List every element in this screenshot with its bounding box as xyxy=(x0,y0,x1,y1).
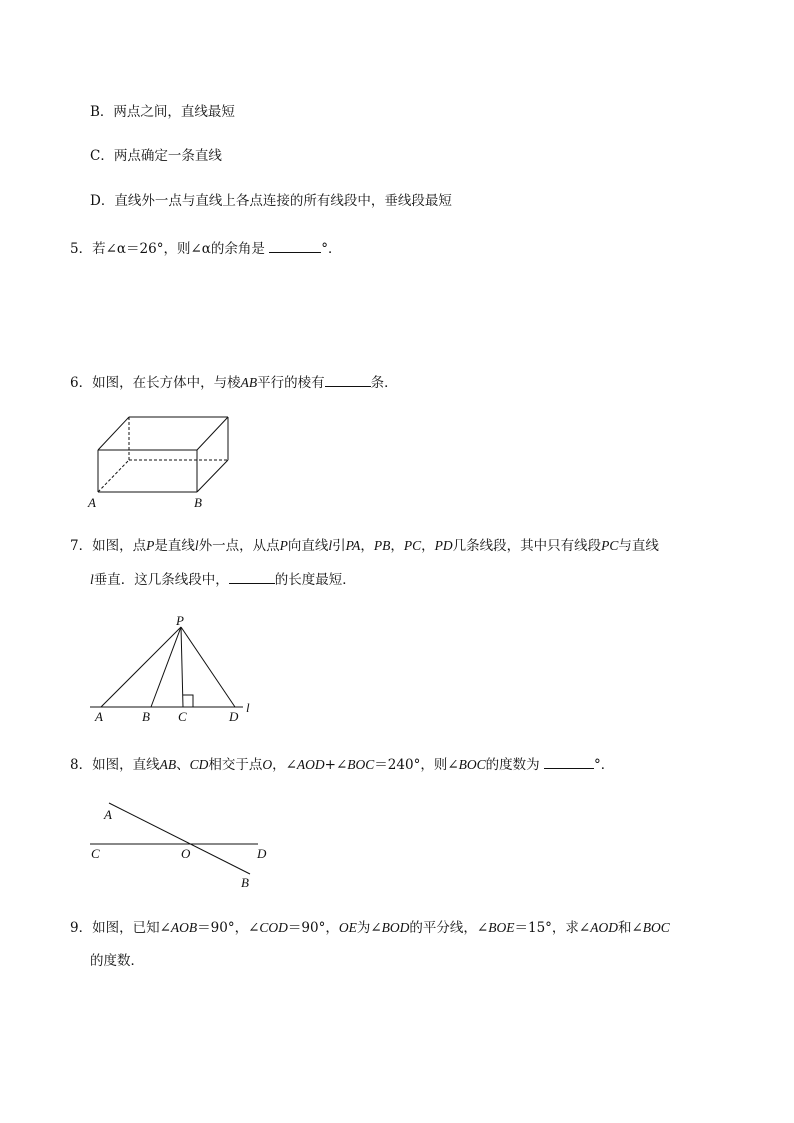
variable: PD xyxy=(434,538,453,553)
question-text: 引 xyxy=(332,538,346,554)
label-c: C xyxy=(178,709,187,724)
variable: P xyxy=(146,538,155,553)
question-text: 的长度最短． xyxy=(274,572,356,588)
question-text: ，∠ xyxy=(272,757,297,773)
question-text: 和∠ xyxy=(617,920,643,936)
label-l: l xyxy=(246,700,250,715)
question-text: 如图，直线 xyxy=(92,757,160,773)
label-d: D xyxy=(257,846,267,861)
question-text: ， xyxy=(421,538,435,554)
question-text: ＝240°，则∠ xyxy=(374,757,459,773)
question-text: 垂直．这几条线段中， xyxy=(93,572,229,588)
question-text: °． xyxy=(321,241,342,257)
question-text: 与直线 xyxy=(618,538,659,554)
variable: BOD xyxy=(381,920,410,935)
line-ab xyxy=(109,803,250,874)
label-b: B xyxy=(241,875,249,890)
label-c: C xyxy=(91,846,100,861)
question-9 xyxy=(70,919,670,937)
variable: AOB xyxy=(170,920,198,935)
question-text: 条． xyxy=(370,375,398,391)
variable: PB xyxy=(373,538,391,553)
question-text: ＝15°，求∠ xyxy=(514,920,591,936)
question-text: 的度数为 xyxy=(485,757,540,773)
variable: PA xyxy=(345,538,361,553)
variable: BOC xyxy=(642,920,670,935)
label-a: A xyxy=(104,807,112,822)
variable: AOD xyxy=(296,757,325,772)
question-text: +∠ xyxy=(324,757,348,773)
question-text: 如图，在长方体中，与棱 xyxy=(92,375,241,391)
question-text: 是直线 xyxy=(154,538,195,554)
question-text: ， xyxy=(360,538,374,554)
variable: BOE xyxy=(488,920,515,935)
variable: COD xyxy=(259,920,288,935)
variable: AOD xyxy=(590,920,618,935)
label-o: O xyxy=(181,846,191,861)
question-text: 向直线 xyxy=(287,538,329,554)
option-c: C．两点确定一条直线 xyxy=(90,148,222,164)
label-b: B xyxy=(194,495,202,510)
variable: P xyxy=(279,538,288,553)
question-number: 6． xyxy=(70,375,93,391)
variable: PC xyxy=(403,538,422,553)
label-a: A xyxy=(88,495,96,510)
label-d: D xyxy=(229,709,239,724)
label-b: B xyxy=(142,709,150,724)
variable: OE xyxy=(338,920,357,935)
variable: BOC xyxy=(458,757,486,772)
question-number: 8． xyxy=(70,757,93,773)
variable: AB xyxy=(240,375,258,390)
question-number: 9． xyxy=(70,920,93,936)
question-text: 若∠α＝26°，则∠α的余角是 xyxy=(92,241,265,257)
question-9-line2: 的度数． xyxy=(90,953,144,969)
question-text: 外一点，从点 xyxy=(198,538,280,554)
variable: AB xyxy=(159,757,177,772)
variable: l xyxy=(194,538,199,553)
option-b: B．两点之间，直线最短 xyxy=(90,104,235,120)
variable: l xyxy=(90,572,94,587)
question-number: 7． xyxy=(70,538,93,554)
label-a: A xyxy=(95,709,103,724)
question-text: 如图，点 xyxy=(92,538,147,554)
question-text: 相交于点 xyxy=(208,757,263,773)
question-text: 如图，已知∠ xyxy=(92,920,171,936)
question-text: 平行的棱有 xyxy=(257,375,325,391)
question-text: 为∠ xyxy=(356,920,382,936)
variable: CD xyxy=(189,757,209,772)
question-text: 几条线段，其中只有线段 xyxy=(452,538,602,554)
question-text: ＝90°， xyxy=(287,920,339,936)
label-p: P xyxy=(176,613,184,628)
question-text: ＝90°，∠ xyxy=(197,920,260,936)
variable: PC xyxy=(601,538,619,553)
variable: O xyxy=(262,757,273,772)
variable: l xyxy=(328,538,333,553)
question-text: ， xyxy=(390,538,404,554)
question-text: °． xyxy=(593,757,615,773)
question-text: 的平分线，∠ xyxy=(409,920,489,936)
question-number: 5． xyxy=(70,241,93,257)
variable: BOC xyxy=(347,757,375,772)
option-d: D．直线外一点与直线上各点连接的所有线段中，垂线段最短 xyxy=(90,193,452,209)
question-text: 、 xyxy=(176,757,190,773)
